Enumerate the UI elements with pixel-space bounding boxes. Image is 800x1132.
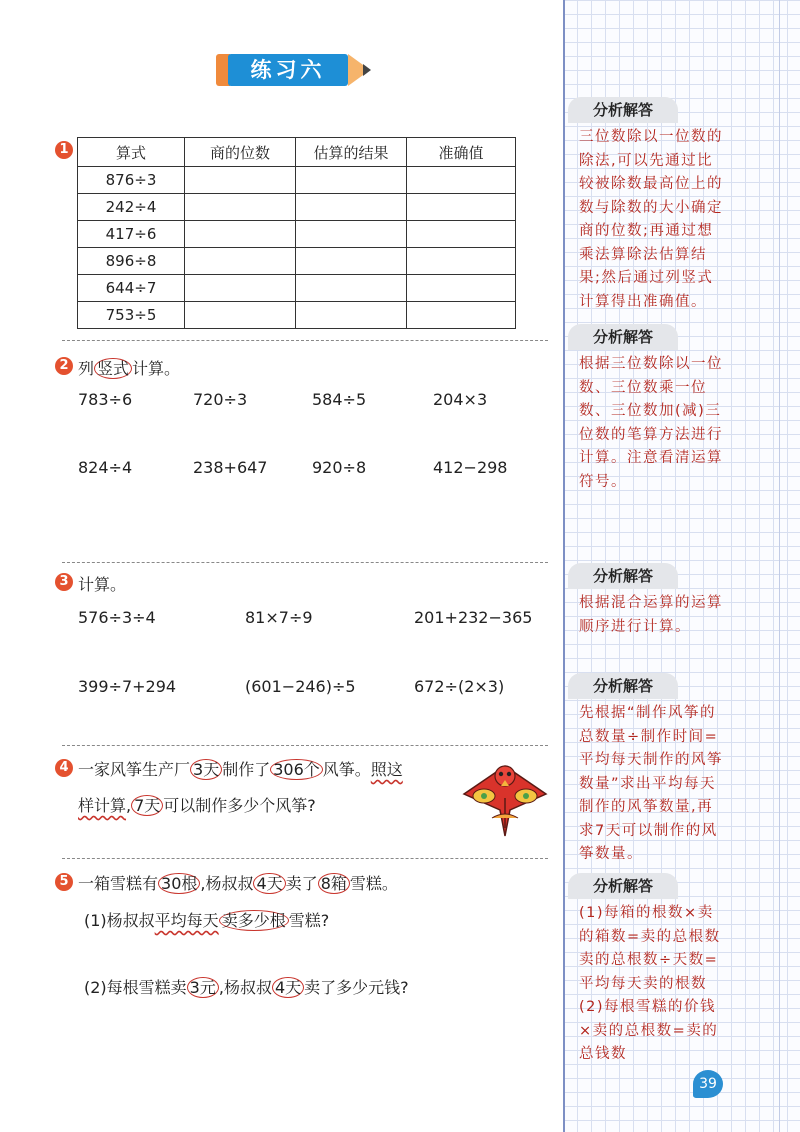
table-cell-expression: 876÷3 <box>78 167 185 194</box>
circled-keyword: 卖多少根 <box>219 910 289 931</box>
analysis-text-5: (1)每箱的根数×卖的箱数=卖的总根数卖的总根数÷天数=平均每天卖的根数(2)每根雪糕的价钱×卖的总根数=卖的总钱数 <box>579 905 721 1062</box>
question-4-line-1: 一家风筝生产厂 3天 制作了 306个 风筝。照这 <box>78 760 403 779</box>
title-banner <box>216 52 364 88</box>
answer-cell[interactable] <box>296 248 407 275</box>
expression: 720÷3 <box>193 390 248 409</box>
table-cell-expression: 242÷4 <box>78 194 185 221</box>
question-4-line-2: 样计算, 7天 可以制作多少个风筝? <box>78 796 316 815</box>
analysis-text-1: 三位数除以一位数的除法,可以先通过比较被除数最高位上的数与除数的大小确定商的位数;再通过想乘法算除法估算结果;然后通过列竖式计算得出准确值。 <box>579 129 723 310</box>
column-divider <box>563 0 565 1132</box>
expression: 576÷3÷4 <box>78 608 156 627</box>
table-row <box>78 194 516 221</box>
answer-cell[interactable] <box>407 194 516 221</box>
section-divider <box>62 745 548 746</box>
question-5-part-1: (1)杨叔叔平均每天 卖多少根 雪糕? <box>84 911 330 930</box>
answer-cell[interactable] <box>185 221 296 248</box>
expression: 920÷8 <box>312 458 367 477</box>
expression: 824÷4 <box>78 458 133 477</box>
pencil-lead <box>363 64 371 76</box>
circled-keyword: 3元 <box>187 977 219 998</box>
answer-cell[interactable] <box>296 302 407 329</box>
analysis-text-2: 根据三位数除以一位数、三位数乘一位数、三位数加(减)三位数的笔算方法进行计算。注意看清运算符号。 <box>579 356 723 490</box>
expression: 584÷5 <box>312 390 367 409</box>
circled-keyword: 4天 <box>272 977 304 998</box>
circled-keyword: 306个 <box>270 759 323 780</box>
answer-cell[interactable] <box>185 248 296 275</box>
page-title: 练习六 <box>228 54 348 86</box>
question-number-3: 3 <box>55 573 73 591</box>
question-number-2: 2 <box>55 357 73 375</box>
expression: 672÷(2×3) <box>414 677 505 696</box>
answer-cell[interactable] <box>407 221 516 248</box>
kite-illustration <box>462 758 548 840</box>
table-row <box>78 167 516 194</box>
expression: 201+232−365 <box>414 608 533 627</box>
expression: (601−246)÷5 <box>245 677 356 696</box>
table-row <box>78 248 516 275</box>
table-cell-expression: 896÷8 <box>78 248 185 275</box>
question-2-prompt: 列 竖式 计算。 <box>78 359 181 378</box>
table-row <box>78 221 516 248</box>
section-divider <box>62 340 548 341</box>
answer-cell[interactable] <box>407 275 516 302</box>
answer-cell[interactable] <box>296 194 407 221</box>
question-number-5: 5 <box>55 873 73 891</box>
answer-cell[interactable] <box>407 167 516 194</box>
page-number: 39 <box>693 1070 723 1098</box>
answer-cell[interactable] <box>185 275 296 302</box>
wavy-keyword: 照这 <box>370 760 403 779</box>
table-header: 算式 <box>78 138 185 167</box>
wavy-keyword: 样计算 <box>78 796 127 815</box>
circled-keyword: 30根 <box>158 873 200 894</box>
section-divider <box>62 858 548 859</box>
question-number-4: 4 <box>55 759 73 777</box>
table-row <box>78 302 516 329</box>
analysis-heading: 分析解答 <box>568 97 678 123</box>
answer-cell[interactable] <box>407 302 516 329</box>
circled-keyword: 竖式 <box>94 358 132 379</box>
analysis-heading: 分析解答 <box>568 563 678 589</box>
analysis-text-4: 先根据“制作风筝的总数量÷制作时间=平均每天制作的风筝数量”求出平均每天制作的风筝数量,再求7天可以制作的风筝数量。 <box>579 705 723 862</box>
circled-keyword: 8箱 <box>318 873 350 894</box>
table-cell-expression: 753÷5 <box>78 302 185 329</box>
answer-cell[interactable] <box>407 248 516 275</box>
estimation-table <box>77 137 516 329</box>
table-cell-expression: 644÷7 <box>78 275 185 302</box>
analysis-heading: 分析解答 <box>568 873 678 899</box>
table-cell-expression: 417÷6 <box>78 221 185 248</box>
table-header: 商的位数 <box>185 138 296 167</box>
answer-cell[interactable] <box>296 221 407 248</box>
expression: 412−298 <box>433 458 508 477</box>
question-number-1: 1 <box>55 141 73 159</box>
expression: 783÷6 <box>78 390 133 409</box>
expression: 204×3 <box>433 390 488 409</box>
table-row <box>78 275 516 302</box>
expression: 238+647 <box>193 458 268 477</box>
answer-cell[interactable] <box>296 167 407 194</box>
grid-edge-line <box>779 0 780 1132</box>
answer-cell[interactable] <box>185 194 296 221</box>
table-header: 估算的结果 <box>296 138 407 167</box>
circled-keyword: 4天 <box>253 873 285 894</box>
wavy-keyword: 平均每天 <box>154 911 219 930</box>
answer-cell[interactable] <box>185 167 296 194</box>
question-5-part-2: (2)每根雪糕卖 3元 ,杨叔叔 4天 卖了多少元钱? <box>84 978 409 997</box>
answer-cell[interactable] <box>185 302 296 329</box>
expression: 399÷7+294 <box>78 677 177 696</box>
question-3-prompt: 计算。 <box>78 575 127 594</box>
analysis-heading: 分析解答 <box>568 324 678 350</box>
analysis-text-3: 根据混合运算的运算顺序进行计算。 <box>579 595 723 635</box>
table-header: 准确值 <box>407 138 516 167</box>
circled-keyword: 7天 <box>131 795 163 816</box>
section-divider <box>62 562 548 563</box>
expression: 81×7÷9 <box>245 608 313 627</box>
answer-cell[interactable] <box>296 275 407 302</box>
circled-keyword: 3天 <box>190 759 222 780</box>
analysis-heading: 分析解答 <box>568 673 678 699</box>
question-5-stem: 一箱雪糕有 30根 ,杨叔叔 4天 卖了 8箱 雪糕。 <box>78 874 398 893</box>
